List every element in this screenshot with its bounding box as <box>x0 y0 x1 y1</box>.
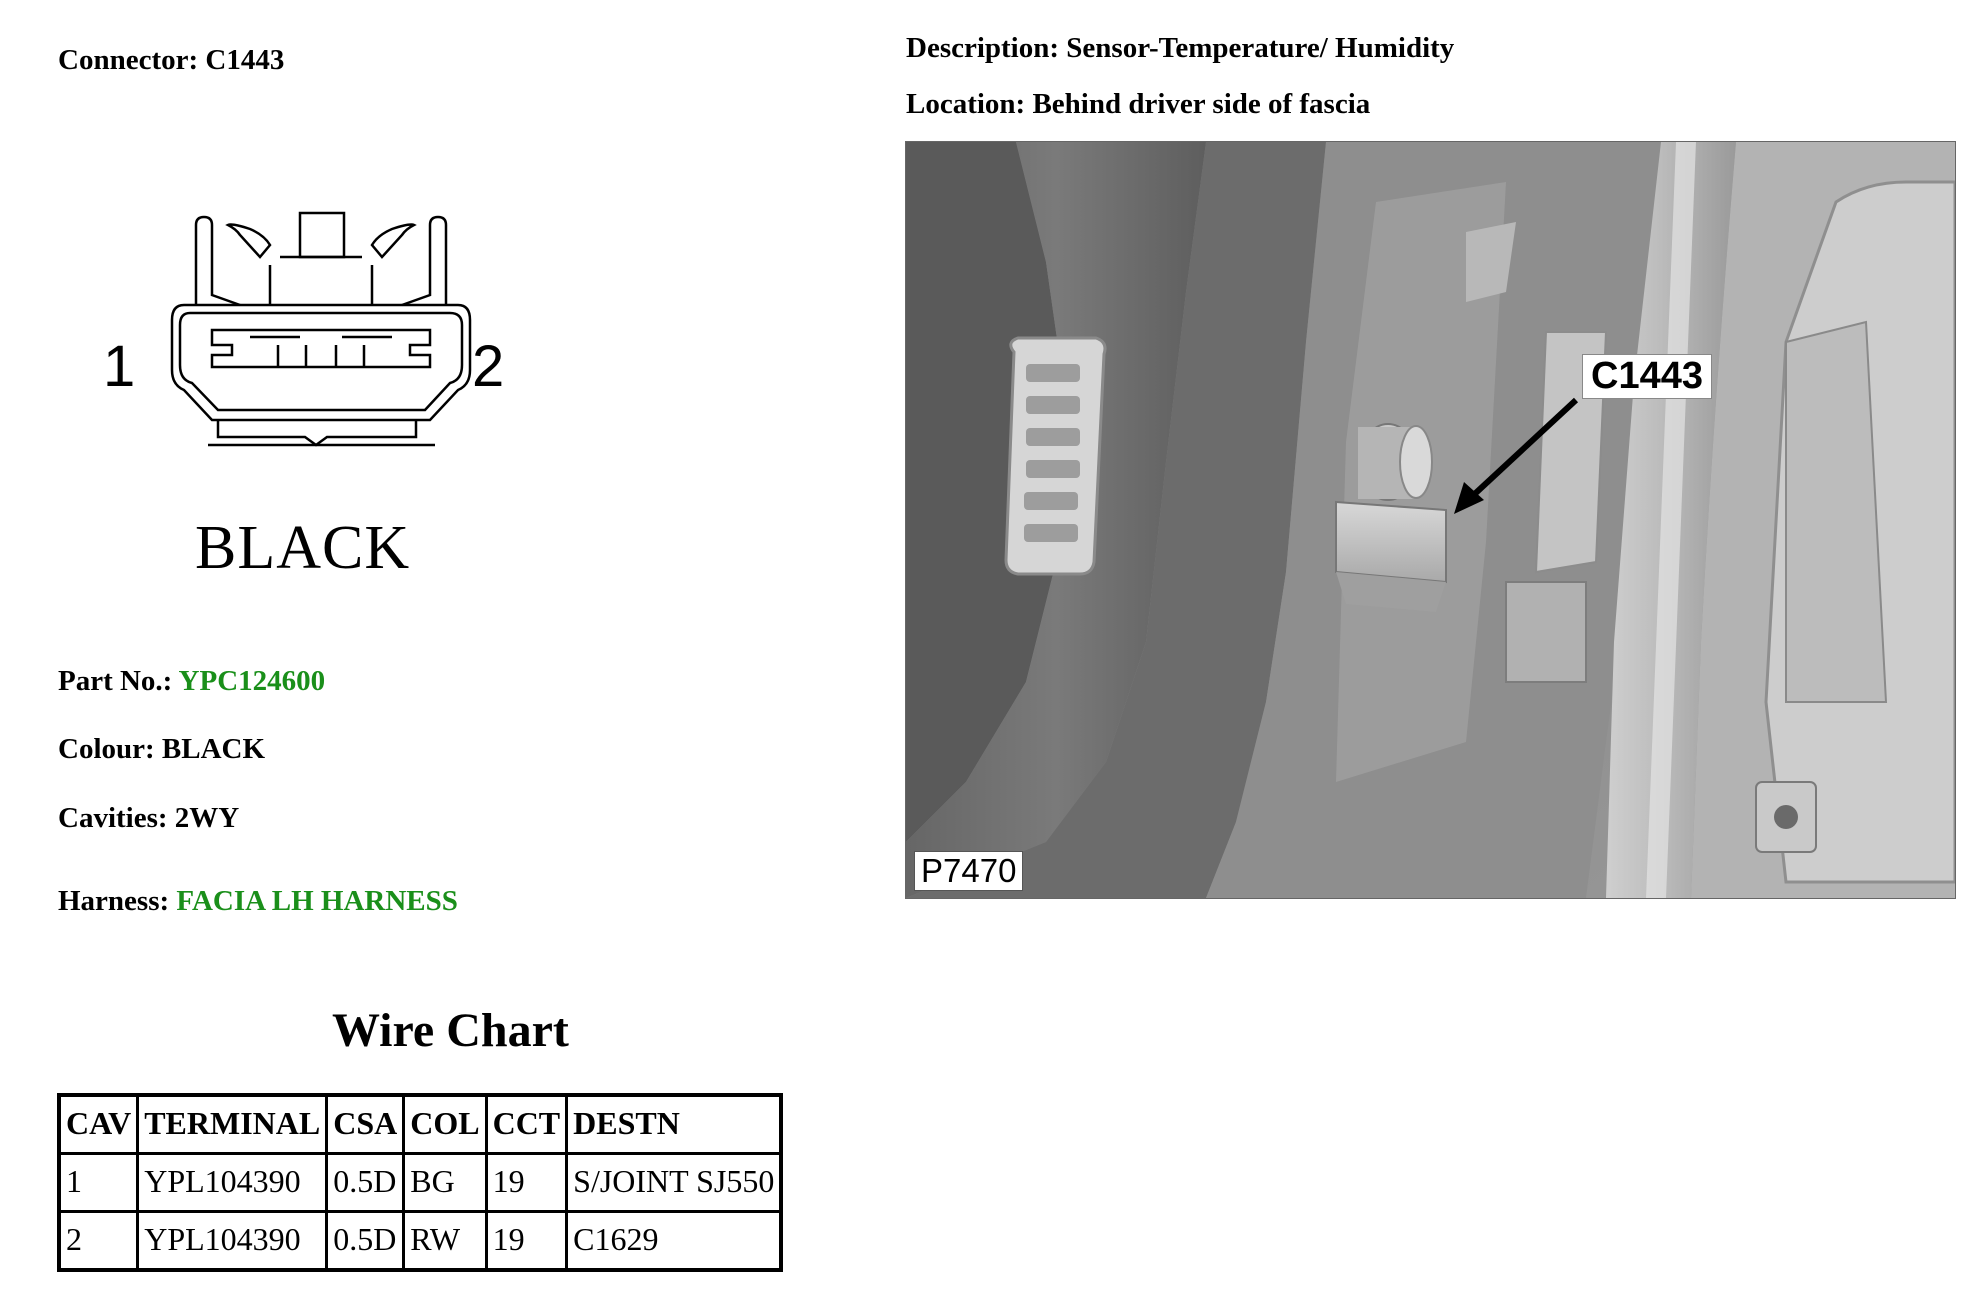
description-label: Description: <box>906 32 1060 64</box>
location-photo <box>905 141 1956 899</box>
location-row <box>906 88 1370 121</box>
diagram-colour-label: BLACK <box>195 514 411 582</box>
table-row <box>59 1212 781 1271</box>
cavities-label: Cavities: <box>58 802 168 834</box>
connector-heading <box>58 44 284 77</box>
cell-csa: 0.5D <box>327 1212 404 1271</box>
cavity-number-right: 2 <box>472 334 505 399</box>
cell-terminal: YPL104390 <box>138 1154 327 1212</box>
description-value: Sensor-Temperature/ Humidity <box>1066 32 1455 64</box>
cell-cav: 1 <box>59 1154 138 1212</box>
description-row <box>906 32 1454 65</box>
connector-label: Connector: <box>58 44 199 76</box>
cell-cav: 2 <box>59 1212 138 1271</box>
harness-label: Harness: <box>58 885 170 917</box>
header-terminal: TERMINAL <box>138 1095 327 1154</box>
header-cct: CCT <box>486 1095 567 1154</box>
cavities-value: 2WY <box>174 802 240 834</box>
location-label: Location: <box>906 88 1026 120</box>
cavities-row <box>58 802 239 835</box>
header-cav: CAV <box>59 1095 138 1154</box>
location-value: Behind driver side of fascia <box>1032 88 1371 120</box>
wire-chart-header-row <box>59 1095 781 1154</box>
cell-destn: C1629 <box>567 1212 782 1271</box>
vent-icon <box>1006 338 1105 574</box>
cavity-number-left: 1 <box>103 334 136 399</box>
part-number-row <box>58 665 325 698</box>
harness-link[interactable]: FACIA LH HARNESS <box>176 885 458 917</box>
cell-col: BG <box>404 1154 486 1212</box>
wire-chart-table <box>57 1093 783 1272</box>
cell-cct: 19 <box>486 1154 567 1212</box>
cell-terminal: YPL104390 <box>138 1212 327 1271</box>
fascia-illustration <box>906 142 1955 898</box>
photo-reference-label: P7470 <box>914 851 1023 891</box>
cell-cct: 19 <box>486 1212 567 1271</box>
cell-csa: 0.5D <box>327 1154 404 1212</box>
wire-chart-title: Wire Chart <box>332 1004 569 1057</box>
connector-value: C1443 <box>205 44 285 76</box>
photo-callout-label: C1443 <box>1582 354 1712 399</box>
part-number-link[interactable]: YPC124600 <box>178 665 326 697</box>
cell-col: RW <box>404 1212 486 1271</box>
header-destn: DESTN <box>567 1095 782 1154</box>
part-number-label: Part No.: <box>58 665 173 697</box>
colour-label: Colour: <box>58 733 155 765</box>
colour-row <box>58 733 265 766</box>
table-row <box>59 1154 781 1212</box>
header-csa: CSA <box>327 1095 404 1154</box>
harness-row <box>58 885 458 918</box>
cell-destn: S/JOINT SJ550 <box>567 1154 782 1212</box>
colour-value: BLACK <box>161 733 266 765</box>
header-col: COL <box>404 1095 486 1154</box>
